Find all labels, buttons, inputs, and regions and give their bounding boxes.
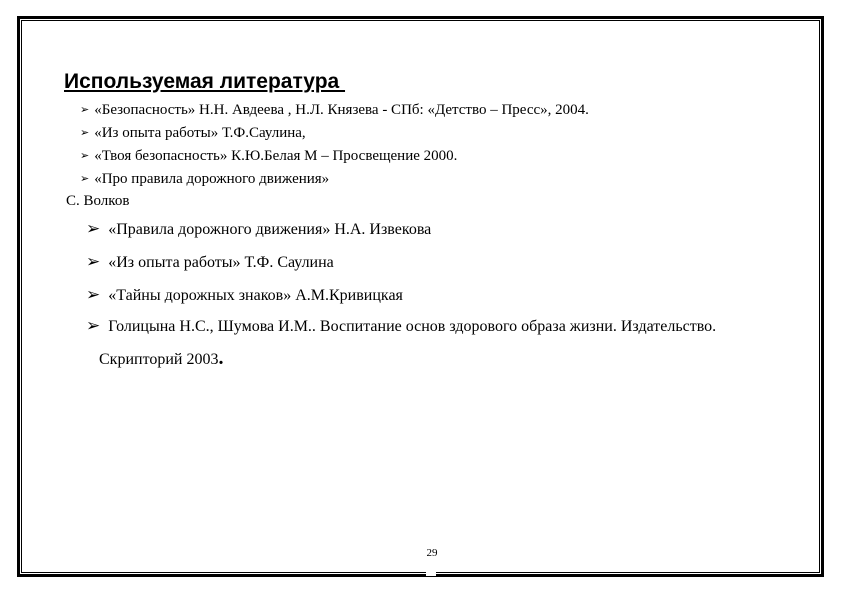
page-number: 29 xyxy=(426,547,438,559)
reference-text: «Из опыта работы» Т.Ф.Саулина, xyxy=(94,125,306,141)
reference-continuation xyxy=(99,347,223,370)
arrow-bullet-icon: ➢ xyxy=(86,285,101,305)
page-number-gap xyxy=(426,572,436,576)
reference-text: «Твоя безопасность» К.Ю.Белая М – Просвещение 2000. xyxy=(94,148,458,164)
reference-text: Голицына Н.С., Шумова И.М.. Воспитание основ здорового образа жизни. Издательство. xyxy=(108,318,717,335)
reference-end-mark: . xyxy=(218,347,224,369)
reference-text: «Про правила дорожного движения» xyxy=(94,171,330,187)
reference-item xyxy=(80,102,589,119)
arrow-bullet-icon: ➢ xyxy=(80,126,90,139)
arrow-bullet-icon: ➢ xyxy=(86,316,101,336)
reference-text: «Тайны дорожных знаков» А.М.Кривицкая xyxy=(108,287,403,304)
reference-item xyxy=(86,285,403,305)
reference-item xyxy=(80,171,329,188)
reference-item xyxy=(80,125,306,142)
reference-text: «Безопасность» Н.Н. Авдеева , Н.Л. Князева - СПб: «Детство – Пресс», 2004. xyxy=(94,102,589,118)
reference-text: «Правила дорожного движения» Н.А. Извекова xyxy=(108,221,432,238)
reference-item xyxy=(86,219,431,239)
reference-text: «Из опыта работы» Т.Ф. Саулина xyxy=(108,254,334,271)
reference-item xyxy=(86,316,716,336)
page-title: Используемая литература xyxy=(64,70,346,93)
arrow-bullet-icon: ➢ xyxy=(80,103,90,116)
arrow-bullet-icon: ➢ xyxy=(86,252,101,272)
reference-continuation: С. Волков xyxy=(66,193,130,209)
reference-item xyxy=(86,252,334,272)
arrow-bullet-icon: ➢ xyxy=(86,219,101,239)
reference-text: Скрипторий 2003 xyxy=(99,351,219,368)
reference-item xyxy=(80,148,457,165)
arrow-bullet-icon: ➢ xyxy=(80,172,90,185)
arrow-bullet-icon: ➢ xyxy=(80,149,90,162)
